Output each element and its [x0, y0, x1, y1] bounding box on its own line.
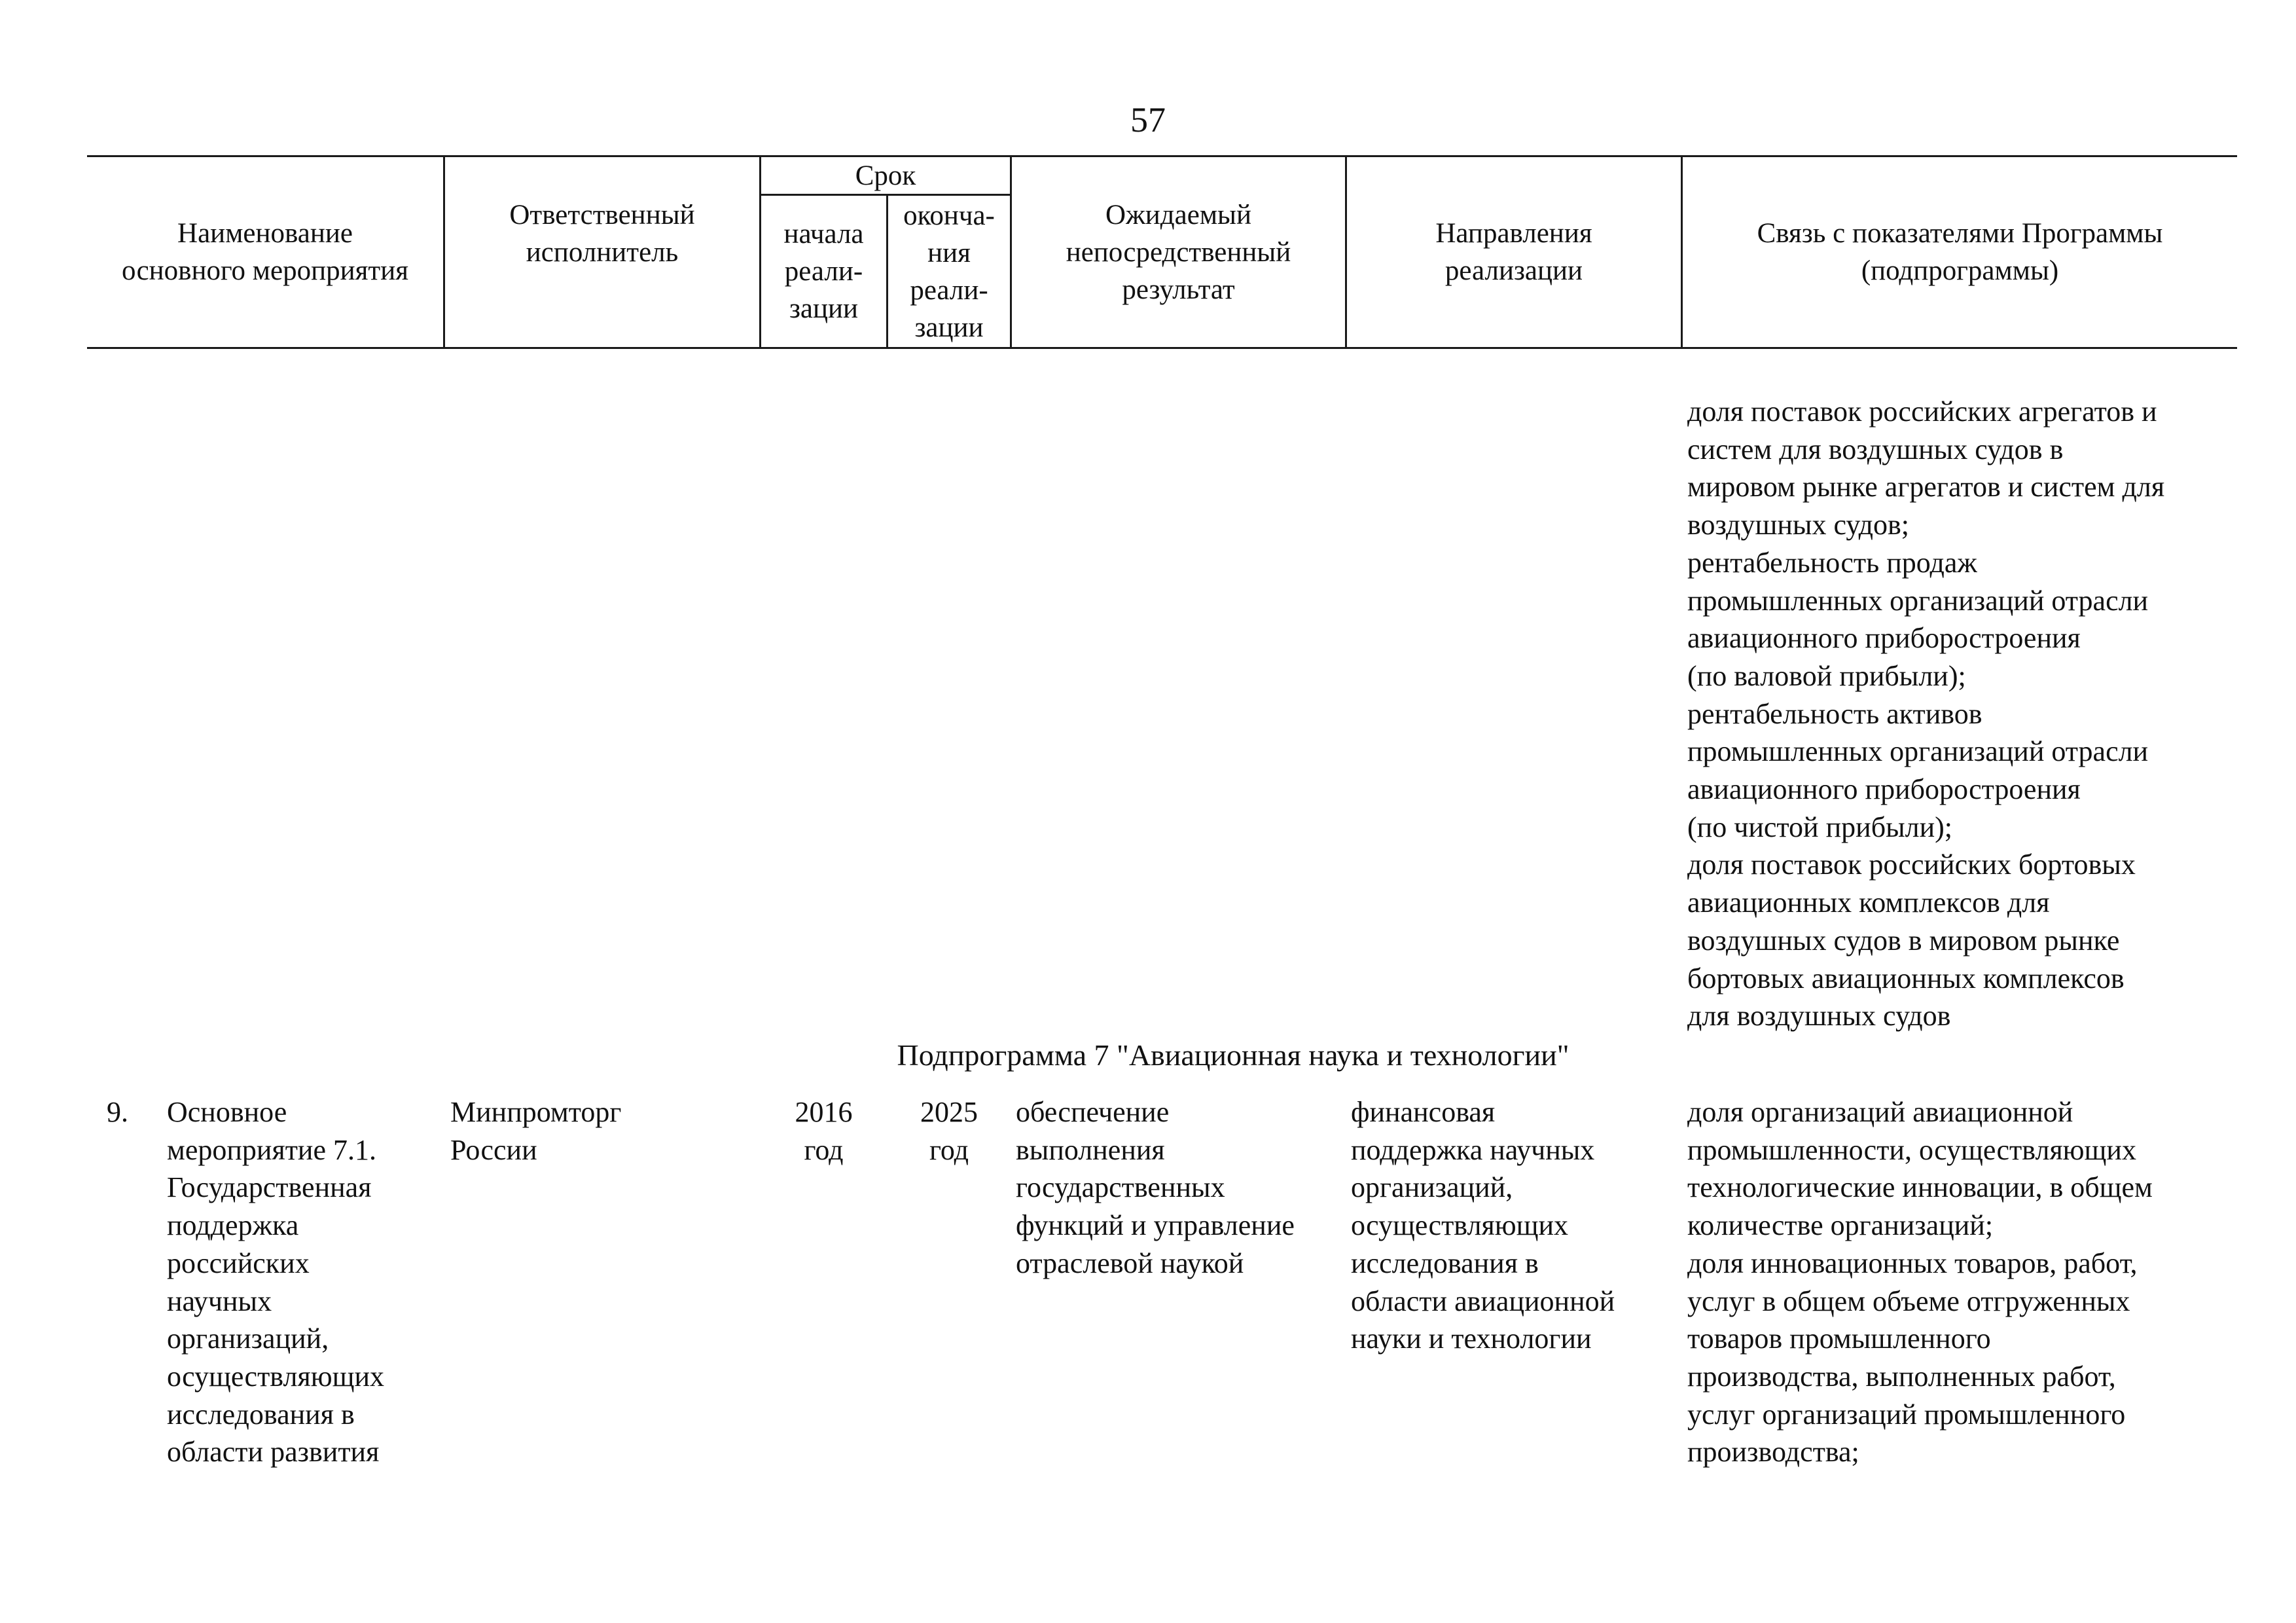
page-number: 57 [1130, 100, 1166, 139]
header-name: Наименование основного мероприятия [122, 218, 408, 286]
row-start: 2016 год [795, 1096, 853, 1166]
header-end: оконча- ния реали- зации [903, 200, 995, 343]
header-indicators: Связь с показателями Программы (подпрограммы) [1757, 218, 2163, 286]
continuation-indicators: доля поставок российских агрегатов и систем для воздушных судов в мировом рынке агрегатов и систем для воздушных судов; рентабельность продаж промышленных организаций отрасли авиационного приборостроения (по валовой прибыли); рентабельность активов промышленных организаций отрасли авиационного приборостроения (по чистой прибыли); доля поставок российских бортовых авиационных комплексов для воздушных судов в мировом рынке бортовых авиационных комплексов для воздушных судов [1687, 395, 2165, 1032]
row-responsible: Минпромторг России [450, 1096, 622, 1166]
header-bottom-border [87, 347, 2237, 349]
subprogram-title: Подпрограмма 7 "Авиационная наука и технологии" [897, 1038, 1570, 1072]
header-responsible: Ответственный исполнитель [509, 200, 695, 268]
header-term: Срок [855, 160, 916, 191]
row-result: обеспечение выполнения государственных функций и управление отраслевой наукой [1016, 1096, 1295, 1279]
row-name: Основное мероприятие 7.1. Государственная поддержка российских научных организаций, осуществляющих исследования в области развития [167, 1096, 384, 1468]
row-end: 2025 год [920, 1096, 978, 1166]
header-directions: Направления реализации [1435, 218, 1592, 286]
header-start: начала реали- зации [783, 219, 864, 324]
row-number: 9. [107, 1096, 128, 1128]
header-result: Ожидаемый непосредственный результат [1066, 199, 1291, 305]
row-directions: финансовая поддержка научных организаций, осуществляющих исследования в области авиационной науки и технологии [1351, 1096, 1615, 1355]
row-indicators: доля организаций авиационной промышленности, осуществляющих технологические инновации, в общем количестве организаций; доля инновационных товаров, работ, услуг в общем объеме отгруженных товаров промышленного производства, выполненных работ, услуг организаций промышленного производства; [1687, 1096, 2153, 1468]
